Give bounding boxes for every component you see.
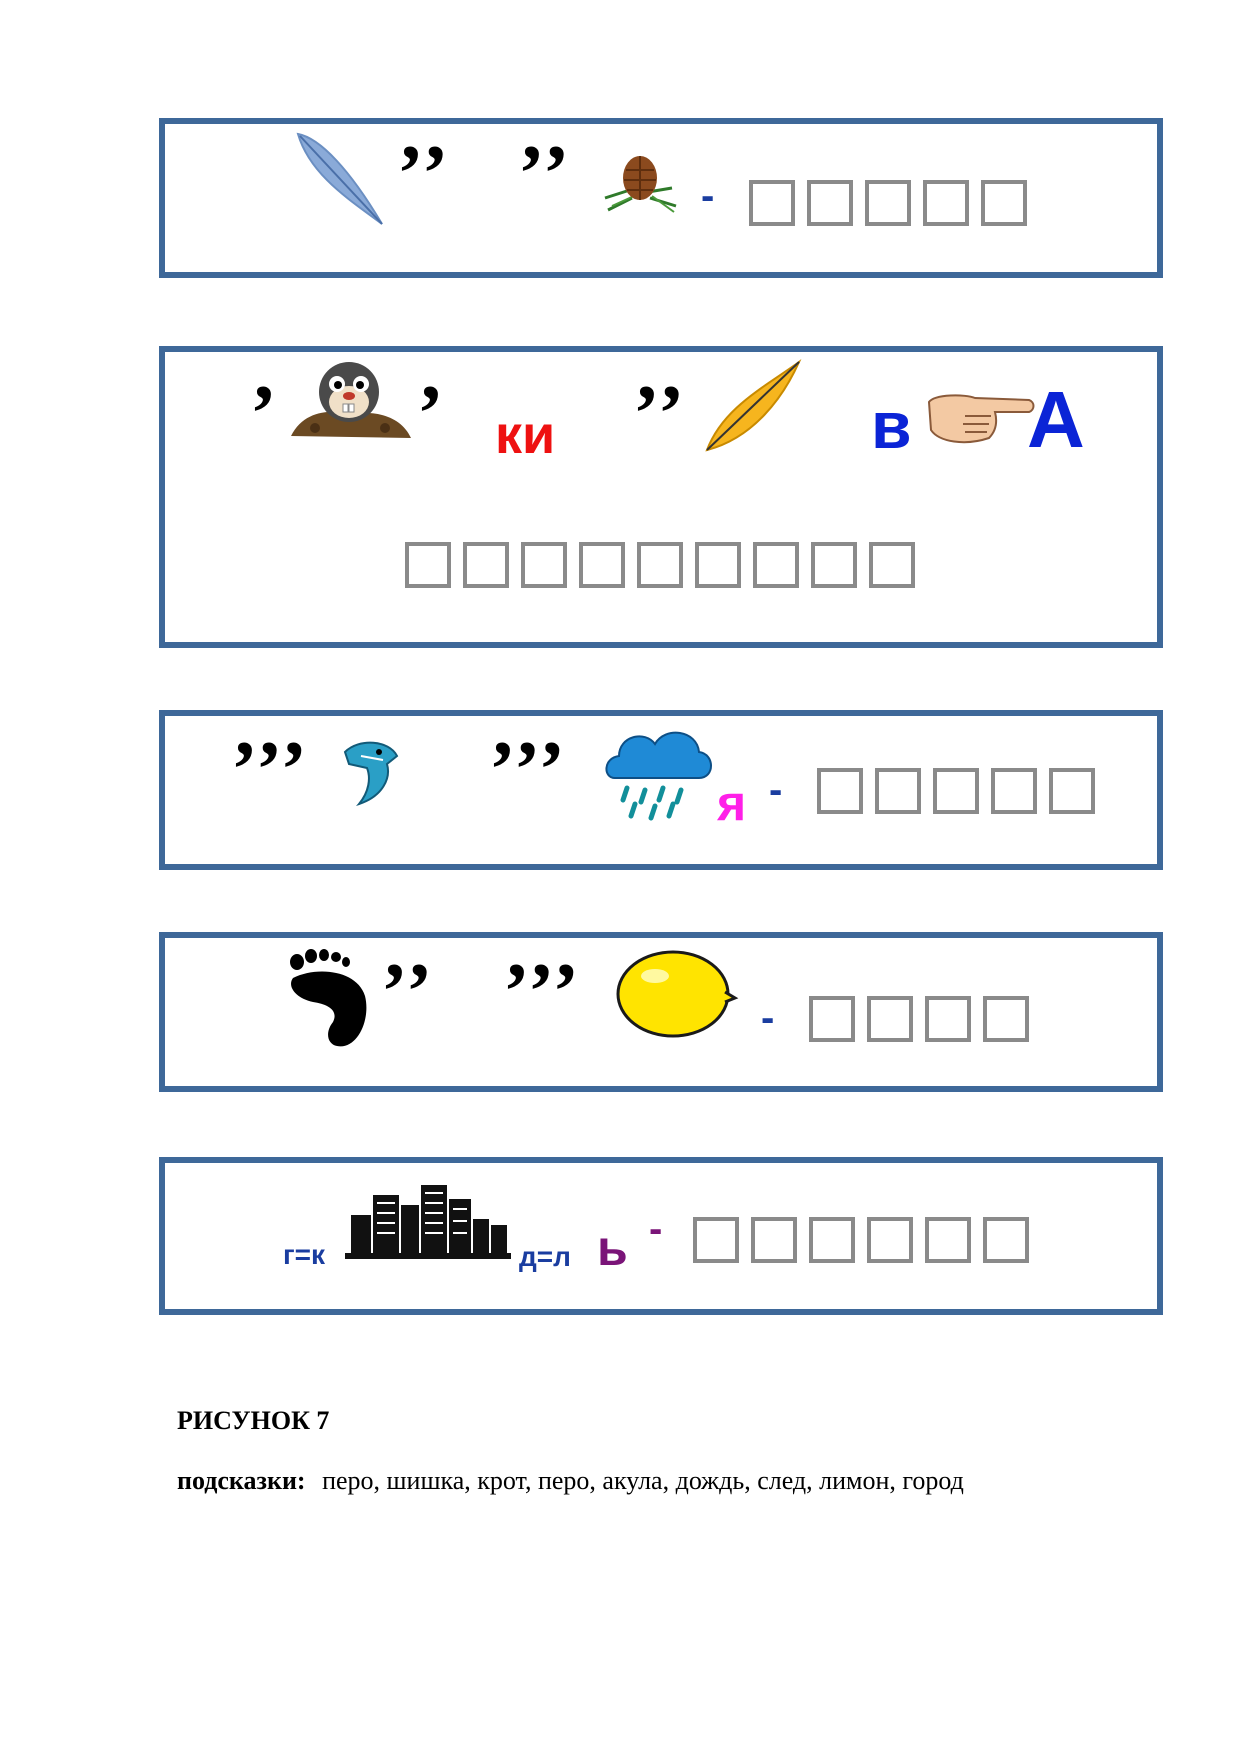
answer-box (869, 542, 915, 588)
city-icon (341, 1169, 515, 1261)
answer-box (867, 996, 913, 1042)
answer-box (981, 180, 1027, 226)
syllable-ki: ки (495, 405, 556, 465)
commas-before-cone: ’’ (518, 130, 574, 218)
answer-box (811, 542, 857, 588)
puzzle-3 (159, 710, 1163, 870)
answer-box (933, 768, 979, 814)
commas-after-foot: ’’ (381, 948, 437, 1036)
answer-boxes (405, 542, 915, 588)
feather-icon (290, 130, 390, 230)
commas-before-feather: ’’ (633, 370, 689, 458)
pine-cone-icon (600, 148, 680, 224)
answer-box (1049, 768, 1095, 814)
answer-box (693, 1217, 739, 1263)
answer-boxes (809, 996, 1029, 1042)
letter-soft-sign: ь (597, 1220, 628, 1276)
letter-a: А (1027, 375, 1085, 464)
answer-box (983, 1217, 1029, 1263)
shark-icon (339, 738, 403, 808)
puzzle-5 (159, 1157, 1163, 1315)
answer-box (579, 542, 625, 588)
footprint-icon (287, 946, 377, 1050)
answer-box (749, 180, 795, 226)
puzzle-4 (159, 932, 1163, 1092)
answer-box (809, 996, 855, 1042)
rain-cloud-icon (601, 724, 715, 820)
answer-box (405, 542, 451, 588)
answer-box (463, 542, 509, 588)
yellow-feather-icon (703, 358, 803, 454)
lemon-icon (613, 946, 737, 1044)
rule-d-l: д=л (519, 1241, 571, 1272)
answer-box (925, 996, 971, 1042)
dash: - (769, 768, 783, 812)
answer-box (637, 542, 683, 588)
comma-before-mole: ’ (250, 370, 277, 458)
letter-v: в (871, 388, 912, 462)
answer-box (751, 1217, 797, 1263)
answer-box (809, 1217, 855, 1263)
answer-box (521, 542, 567, 588)
answer-box (925, 1217, 971, 1263)
hints-label: подсказки: (177, 1466, 306, 1495)
rule-g-k: г=к (283, 1239, 326, 1270)
figure-title: РИСУНОК 7 (177, 1406, 330, 1435)
answer-box (817, 768, 863, 814)
dash: - (701, 174, 715, 218)
commas-after-feather: ’’ (397, 130, 453, 218)
puzzle-1 (159, 118, 1163, 278)
answer-boxes (817, 768, 1095, 814)
dash: - (649, 1207, 663, 1251)
answer-boxes (693, 1217, 1029, 1263)
letter-ya: я (717, 775, 747, 831)
answer-box (867, 1217, 913, 1263)
answer-box (695, 542, 741, 588)
mole-icon (285, 358, 415, 446)
commas-before-cloud: ’’’ (489, 726, 570, 814)
answer-box (983, 996, 1029, 1042)
answer-box (865, 180, 911, 226)
answer-box (875, 768, 921, 814)
puzzle-2 (159, 346, 1163, 648)
commas-before-shark: ’’’ (231, 726, 312, 814)
answer-box (807, 180, 853, 226)
answer-box (923, 180, 969, 226)
comma-after-mole: ’ (417, 370, 444, 458)
answer-boxes (749, 180, 1027, 226)
answer-box (753, 542, 799, 588)
hints-text: перо, шишка, крот, перо, акула, дождь, след, лимон, город (322, 1466, 964, 1495)
pointing-hand-icon (925, 390, 1035, 446)
hints-line (177, 1466, 964, 1496)
answer-box (991, 768, 1037, 814)
commas-before-lemon: ’’’ (503, 948, 584, 1036)
dash: - (761, 996, 775, 1040)
